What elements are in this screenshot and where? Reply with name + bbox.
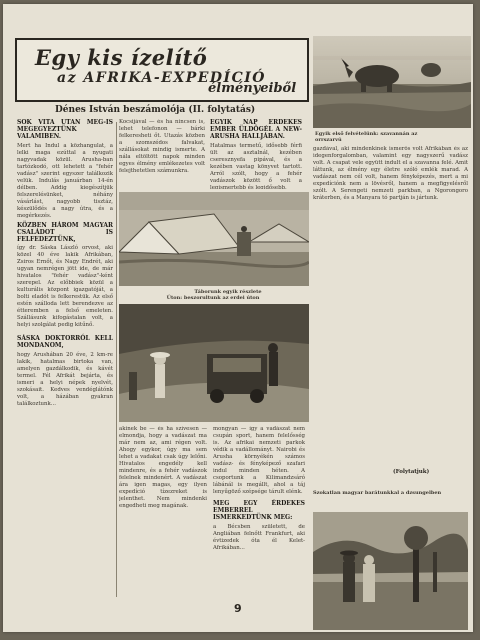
rhino-image bbox=[313, 36, 471, 128]
jeep-photo bbox=[119, 304, 309, 422]
byline: Dénes István beszámolója (II. folytatás) bbox=[55, 105, 256, 115]
continued-note: (Folytatjuk) bbox=[393, 469, 430, 475]
column-6 bbox=[213, 426, 305, 596]
camp-photo bbox=[119, 192, 309, 286]
jeep-caption: Úton: beszorultunk az erdei úton bbox=[166, 295, 260, 301]
rhino-photo bbox=[313, 36, 471, 128]
column-5 bbox=[119, 426, 207, 596]
safari-caption: Szokatlan magyar barátunkkal a dzsungelben bbox=[313, 490, 442, 496]
column-4 bbox=[313, 146, 468, 466]
col6-heading-2: MEG EGY ÉRDEKES EMBERREL ISMERKEDTÜNK MEG: bbox=[213, 500, 305, 522]
col3-heading-1: EGYIK NAP ÉRDEKES EMBER ÜLDÖGÉL A NEW-ARUSHA HALLJÁBAN. bbox=[210, 119, 302, 141]
col1-heading-1: SOK VITA UTÁN MÉG-IS MEGEGYEZTÜNK VALAMIBEN. bbox=[17, 119, 113, 141]
rhino-caption: Egyik első felvételünk: szavannán az orrszarvú bbox=[315, 131, 418, 143]
col1-heading-3: SÁSKA DOKTORRÓL KELL MONDANOM, bbox=[17, 335, 113, 350]
col1-text-2: így dr. Sáska László orvost, aki közel 40 éve lakik Afrikában, Zsiros Ernőt, és Nagy Endrét, aki ugyan nemrégen jött ide, de már hivatalos "fehér vadász"-ként szerepel. Az előbbiek közül a kulturális központ igazgatóját, a bolti eladót is felkerestük. Az első estén szálloda lett berendezve az étteremben a felső emeleten. Szállásunk kifogástalan volt, a helyi szolgálat pedig kitűnő. bbox=[17, 245, 113, 329]
col1-text-1: Mert ha Indul a közhangulat, a lelki maga ezúttal a nyugati nagyvadak közül. Arusha-ban tartózkodó, ott lehetett a "fehér vadász" szerint egyszer találkozik velük. Indulás januárban 14-én délben. Addig kiegészítjük felszerelésünket, néhány vásárlást, nagyobb tisztáz, készülődés a nagy útra, és a megérkezés. bbox=[17, 142, 113, 219]
page-number: 9 bbox=[234, 602, 242, 615]
title-line-3: élményeiből bbox=[208, 81, 297, 96]
col4-text-1: gazdával, aki mindenkinek ismerős volt Afrikában és az idegenforgalomban, valamint egy nagyszerű vadász volt. A csapat vele együtt indult el a szavanna felé. Amit láttunk, az élmény egy életre szóló emlék marad. A vadászat nem cél volt, hanem fényképezés, mert a mi expedíciónk nem a lövésről, hanem a megfigyelésről szólt. A Serengeti nemzeti parkban, a Ngorongoro kráterben, és a Manyara tó partján is jártunk. bbox=[313, 146, 468, 201]
col2-text-1: Kocsijával — és ha nincsen is, lehet telefonon — bárki felkeresheti őt. Utazás közben a szomszédos falvakat, szállásokat mindig ismerte. A nála eltöltött napok minden egyes élmény emlékezetes volt felejthetetlen számunkra. bbox=[119, 119, 205, 174]
jeep-image bbox=[119, 304, 309, 422]
col6-text-2: a Bécsben született, de Angliában felnőtt Frankfurt, aki évtizedek óta él Kelet-Afrikában... bbox=[213, 523, 305, 551]
camp-caption: Táborunk egyik részlete bbox=[194, 289, 262, 295]
col5-text-1: akinek be — és ha szívesen — elmondja, hogy a vadászat ma már nem az, ami régen volt. Ahogy egykor, úgy ma sem lehet a vadakat csak úgy lelőni. Hivatalos engedély kell mindenre, és a fehér vadászok felelnek mindenért. A vadászat ára igen magas, egy ilyen expedíció tízezreket is jelenthet. Nem mindenki engedheti meg magának. bbox=[119, 426, 207, 509]
col3-text-1: Hatalmas termetű, idősebb férfi ült az asztalnál, kezében cseresznyefa pipával, és a kezében vastag könyvet tartott. Arról szólt, hogy a fehér vadászok között ő volt a legismertebb és legidősebb. bbox=[210, 142, 302, 189]
column-1 bbox=[17, 119, 113, 599]
safari-photo bbox=[313, 512, 468, 630]
newspaper-page bbox=[3, 4, 473, 632]
title-line-1: Egy kis ízelítő bbox=[35, 45, 208, 70]
title-line-2: az AFRIKA-EXPEDÍCIÓ bbox=[57, 70, 266, 86]
col1-text-3: hogy Arushában 20 éve, 2 km-re lakik, hatalmas birtoka van, amelyen gazdálkodik, és kávét termel. Fél Afrikát bejárta, és ismeri a helyi népek nyelvét, szokásait. Kedves vendéglátónk volt, a házában gyakran találkoztunk... bbox=[17, 351, 113, 407]
col6-text-1: mongyan — így a vadászat nem csupán sport, hanem felelősség is. Az afrikai nemzeti parkok védik a vadállományt. Nairobi és Arusha környékén számos vadász- és fényképező szafari indul minden héten. A csoportunk a Kilimandzsáró lábánál is megállt, ahol a táj lenyűgöző szépsége tárult elénk. bbox=[213, 426, 305, 495]
column-3-top bbox=[210, 119, 302, 189]
column-2-top bbox=[119, 119, 205, 189]
column-divider bbox=[116, 122, 117, 597]
camp-image bbox=[119, 192, 309, 286]
col1-heading-2: KÖZBEN HÁROM MAGYAR CSALÁDOT IS FELFEDEZTÜNK, bbox=[17, 221, 113, 244]
safari-image bbox=[313, 512, 468, 630]
